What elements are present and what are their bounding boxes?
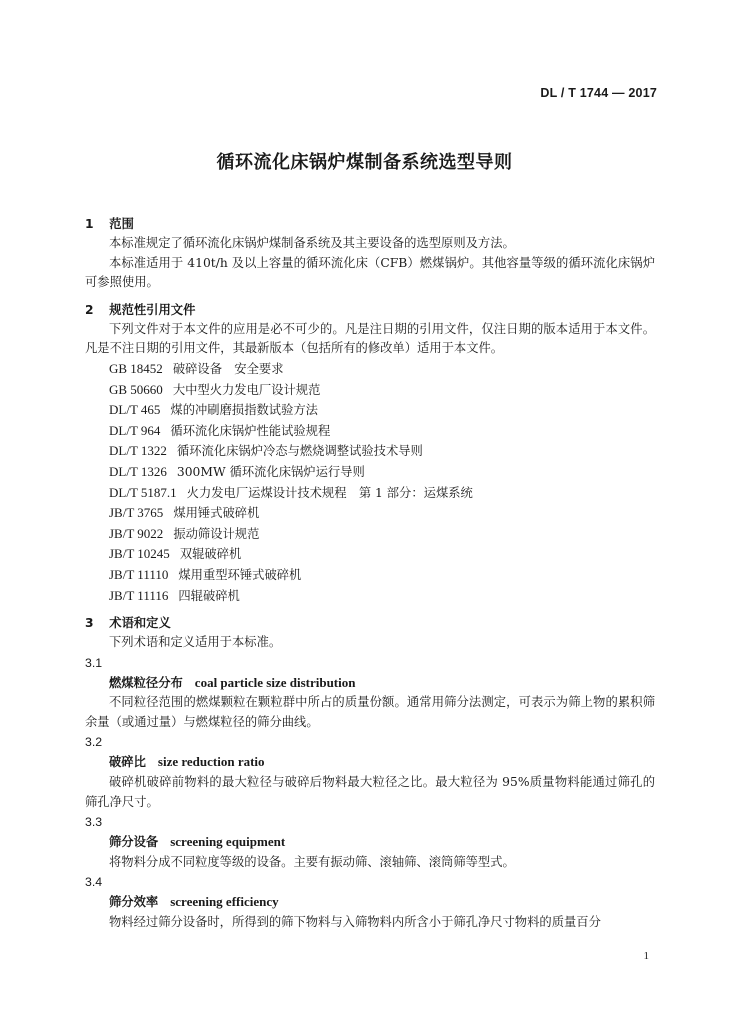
term-number: 3.1 bbox=[85, 655, 103, 670]
reference-item bbox=[85, 565, 655, 586]
section-number: 3 bbox=[85, 616, 94, 631]
section-heading-terms-and-definitions bbox=[85, 613, 655, 633]
term-number: 3.2 bbox=[85, 735, 103, 750]
reference-code: GB 18452 bbox=[109, 360, 163, 376]
term-english: screening equipment bbox=[170, 834, 286, 850]
term-number: 3.3 bbox=[85, 815, 103, 830]
reference-title: 煤用锤式破碎机 bbox=[173, 506, 260, 521]
reference-title: 煤的冲刷磨损指数试验方法 bbox=[170, 403, 318, 418]
section-number: 2 bbox=[85, 302, 94, 317]
reference-title: 破碎设备 安全要求 bbox=[172, 361, 284, 376]
term-definition: 将物料分成不同粒度等级的设备。主要有振动筛、滚轴筛、滚筒筛等型式。 bbox=[109, 854, 515, 869]
reference-item bbox=[85, 586, 655, 607]
reference-code: JB/T 10245 bbox=[109, 546, 170, 562]
term-english: size reduction ratio bbox=[157, 754, 265, 770]
reference-item bbox=[85, 462, 655, 483]
term-definition: 物料经过筛分设备时，所得到的筛下物料与入筛物料内所含小于筛孔净尺寸物料的质量百分 bbox=[109, 915, 601, 930]
reference-title: 四辊破碎机 bbox=[178, 588, 240, 603]
paragraph: 下列文件对于本文件的应用是必不可少的。凡是注日期的引用文件，仅注日期的版本适用于本文件。凡是不注日期的引用文件，其最新版本（包括所有的修改单）适用于本文件。 bbox=[85, 321, 655, 356]
term-heading bbox=[85, 892, 655, 913]
reference-code: DL/T 465 bbox=[109, 402, 161, 418]
term-chinese: 燃煤粒径分布 bbox=[109, 675, 183, 690]
section-number: 1 bbox=[85, 217, 94, 231]
section-heading-scope bbox=[85, 214, 655, 234]
term-chinese: 破碎比 bbox=[109, 755, 146, 770]
reference-code: DL/T 1322 bbox=[109, 443, 167, 459]
term-definition: 不同粒径范围的燃煤颗粒在颗粒群中所占的质量份额。通常用筛分法测定，可表示为筛上物的累积筛余量（或通过量）与燃煤粒径的筛分曲线。 bbox=[85, 695, 655, 729]
reference-item bbox=[85, 380, 655, 401]
reference-title: 振动筛设计规范 bbox=[173, 526, 260, 541]
reference-title: 火力发电厂运煤设计技术规程 第 1 部分：运煤系统 bbox=[186, 485, 473, 500]
term-chinese: 筛分效率 bbox=[109, 895, 159, 910]
reference-code: JB/T 3765 bbox=[109, 505, 164, 521]
reference-item bbox=[85, 421, 655, 442]
reference-code: DL/T 5187.1 bbox=[109, 484, 177, 500]
section-title: 规范性引用文件 bbox=[109, 302, 196, 317]
term-number: 3.4 bbox=[85, 875, 103, 890]
reference-code: GB 50660 bbox=[109, 381, 163, 397]
document-title: 循环流化床锅炉煤制备系统选型导则 bbox=[216, 152, 513, 173]
term-heading bbox=[85, 752, 655, 773]
term-heading bbox=[85, 673, 655, 694]
term-heading bbox=[85, 832, 655, 853]
term-english: coal particle size distribution bbox=[194, 674, 356, 690]
section-heading-normative-references bbox=[85, 300, 655, 320]
reference-code: DL/T 964 bbox=[109, 422, 161, 438]
paragraph: 本标准规定了循环流化床锅炉煤制备系统及其主要设备的选型原则及方法。 bbox=[109, 236, 515, 250]
page-number: 1 bbox=[643, 950, 649, 962]
reference-code: DL/T 1326 bbox=[109, 463, 167, 479]
reference-item bbox=[85, 441, 655, 462]
reference-code: JB/T 11110 bbox=[109, 566, 169, 582]
standard-number: DL / T 1744 — 2017 bbox=[540, 86, 657, 100]
reference-item bbox=[85, 483, 655, 504]
reference-item bbox=[85, 524, 655, 545]
reference-code: JB/T 11116 bbox=[109, 587, 169, 603]
term-english: screening efficiency bbox=[170, 894, 279, 910]
reference-title: 300MW 循环流化床锅炉运行导则 bbox=[176, 464, 365, 479]
reference-title: 循环流化床锅炉冷态与燃烧调整试验技术导则 bbox=[176, 444, 423, 459]
reference-item bbox=[85, 503, 655, 524]
reference-title: 煤用重型环锤式破碎机 bbox=[178, 567, 302, 582]
reference-item bbox=[85, 359, 655, 380]
reference-title: 大中型火力发电厂设计规范 bbox=[172, 382, 321, 397]
section-title: 范围 bbox=[109, 217, 134, 231]
reference-title: 双辊破碎机 bbox=[179, 547, 242, 562]
term-definition: 破碎机破碎前物料的最大粒径与破碎后物料最大粒径之比。最大粒径为 95%质量物料能通过筛孔的筛孔净尺寸。 bbox=[85, 775, 655, 809]
reference-item bbox=[85, 544, 655, 565]
section-title: 术语和定义 bbox=[109, 616, 171, 631]
document-body bbox=[85, 214, 655, 933]
term-chinese: 筛分设备 bbox=[109, 835, 159, 850]
reference-item bbox=[85, 400, 655, 421]
paragraph: 本标准适用于 410t/h 及以上容量的循环流化床（CFB）燃煤锅炉。其他容量等级的循环流化床锅炉可参照使用。 bbox=[85, 255, 655, 290]
reference-title: 循环流化床锅炉性能试验规程 bbox=[170, 423, 331, 438]
reference-code: JB/T 9022 bbox=[109, 525, 164, 541]
paragraph: 下列术语和定义适用于本标准。 bbox=[109, 635, 282, 650]
